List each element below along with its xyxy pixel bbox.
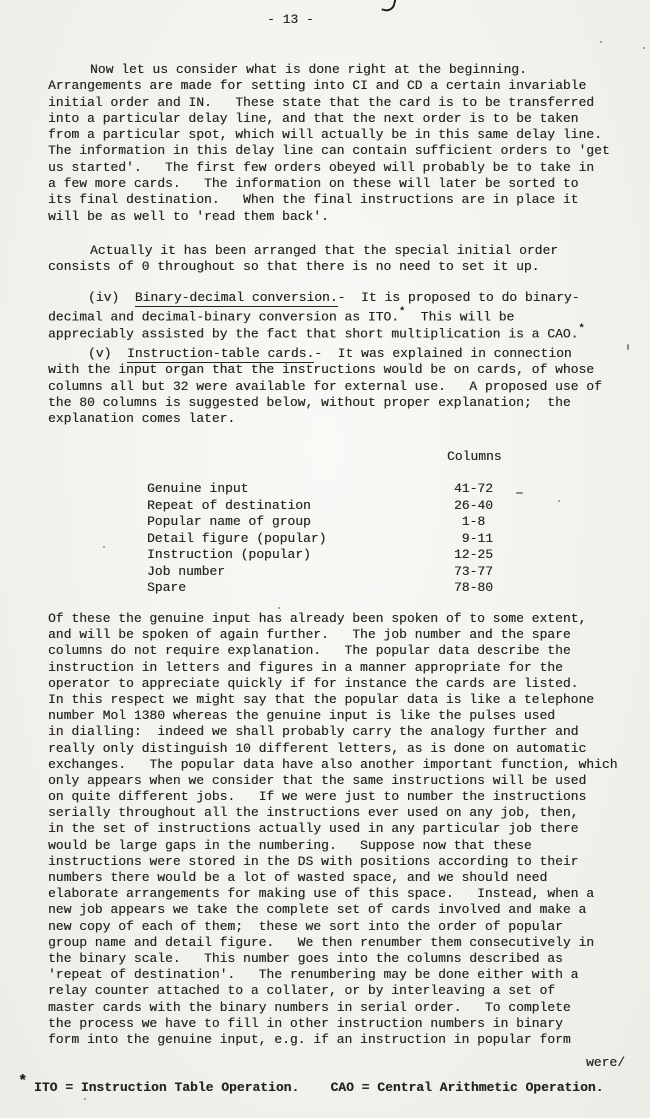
text-line: new copy of each of them; these we sort into the order of popular — [48, 918, 563, 934]
footnote-asterisk-icon: * — [18, 1073, 28, 1090]
section-heading: Instruction-table cards. — [127, 346, 315, 361]
text-line: number Mol 1380 whereas the genuine input is like the pulses used — [48, 708, 556, 724]
text-line: would be large gaps in the numbering. Suppose now that these — [48, 837, 532, 853]
text-line: consists of 0 throughout so that there is no need to set it up. — [48, 259, 540, 275]
text-line: in the set of instructions actually used in any particular job there — [48, 821, 579, 837]
text-line: Of these the genuine input has already been spoken of to some extent, — [48, 611, 587, 626]
text-line: relay counter attached to a collater, or by interleaving a set of — [48, 983, 556, 999]
row-columns: 9-11 — [454, 530, 494, 546]
text-line: columns all but 32 were available for external use. A proposed use of — [48, 378, 602, 394]
text-line: columns do not require explanation. The popular data describe the — [48, 643, 571, 659]
text-line: us started'. The first few orders obeyed will probably be to take in — [48, 159, 595, 175]
card-columns-table — [0, 481, 650, 597]
table-row — [0, 514, 650, 531]
section-marker: (iv) — [88, 290, 135, 305]
text-line: the 80 columns is suggested below, without proper explanation; the — [48, 394, 571, 410]
paragraph-intro — [48, 62, 610, 225]
text-line: new job appears we take the complete set of cards involved and make a — [48, 902, 587, 918]
footnote — [18, 1073, 604, 1096]
text-line: from a particular spot, which will actually be in this same delay line. — [48, 127, 602, 143]
table-header-columns: Columns — [447, 449, 502, 464]
section-heading: Binary-decimal conversion. — [134, 290, 338, 305]
text-line: serially throughout all the instructions ever used on any job, then, — [48, 805, 579, 821]
row-columns: 12-25 — [454, 547, 494, 562]
text-line — [48, 290, 585, 306]
text-line: instructions were stored in the DS with positions according to their — [48, 853, 579, 869]
text-run: - It is proposed to do binary- — [337, 290, 580, 305]
row-columns: 78-80 — [454, 580, 494, 595]
row-label: Detail figure (popular) — [147, 530, 327, 546]
text-run: - It was explained in connection — [314, 346, 572, 361]
row-columns: 41-72 — [454, 481, 494, 496]
row-label: Genuine input — [147, 481, 249, 496]
table-row — [0, 580, 650, 597]
text-line: form into the genuine input, e.g. if an instruction in popular form — [48, 1031, 571, 1047]
table-row — [0, 481, 650, 498]
footnote-asterisk-icon: * — [578, 323, 585, 335]
text-line: with the input organ that the instructions would be on cards, of whose — [48, 362, 595, 378]
text-line: operator to appreciate quickly if for instance the cards are listed. — [48, 675, 579, 691]
text-line: a few more cards. The information on these will later be sorted to — [48, 176, 579, 192]
text-line: Actually it has been arranged that the special initial order — [90, 243, 559, 258]
footnote-asterisk-icon: * — [399, 307, 406, 319]
text-line: will be as well to 'read them back'. — [48, 208, 329, 224]
paragraph-discussion — [48, 611, 618, 1048]
text-line: instruction in letters and figures in a manner appropriate for the — [48, 659, 563, 675]
text-line — [48, 323, 585, 339]
table-row — [0, 547, 650, 564]
scan-speck — [84, 1098, 86, 1100]
scan-speck — [627, 344, 629, 350]
text-line: exchanges. The popular data have also another important function, which — [48, 756, 618, 772]
text-line: on quite different jobs. If we were just to number the instructions — [48, 789, 587, 805]
text-line: into a particular delay line, and that the next order is to be taken — [48, 110, 579, 126]
text-line: the binary scale. This number goes into the columns described as — [48, 950, 563, 966]
text-line: its final destination. When the final instructions are in place it — [48, 192, 579, 208]
text-line: master cards with the binary numbers in serial order. To complete — [48, 999, 571, 1015]
text-run: This will be — [405, 309, 515, 325]
row-label: Instruction (popular) — [147, 547, 311, 562]
text-line: In this respect we might say that the popular data is like a telephone — [48, 691, 595, 707]
paragraph-initial-order — [48, 243, 558, 276]
row-label: Spare — [147, 580, 187, 595]
section-marker: (v) — [88, 346, 128, 361]
row-label: Popular name of group — [147, 514, 311, 529]
table-row — [0, 498, 650, 515]
stray-ink-mark — [381, 0, 396, 13]
text-run: decimal and decimal-binary conversion as ITO. — [48, 309, 400, 325]
table-row — [0, 564, 650, 581]
section-v-body — [48, 362, 602, 427]
paragraph-section-iv — [48, 290, 585, 339]
catchword: were/ — [586, 1055, 626, 1070]
scan-speck — [643, 47, 645, 49]
text-line: 'repeat of destination'. The renumbering may be done either with a — [48, 967, 579, 983]
text-line: Arrangements are made for setting into CI and CD a certain invariable — [48, 78, 587, 94]
footnote-text: ITO = Instruction Table Operation. CAO = Central Arithmetic Operation. — [34, 1080, 604, 1095]
paragraph-section-v — [48, 346, 602, 427]
scan-speck — [278, 607, 280, 609]
text-run: appreciably assisted by the fact that short multiplication is a CAO. — [48, 325, 579, 341]
text-line: in dialling: indeed we shall probably carry the analogy further and — [48, 724, 579, 740]
text-line: group name and detail figure. We then renumber them consecutively in — [48, 934, 595, 950]
page-number: - 13 - — [267, 12, 314, 27]
text-line: Now let us consider what is done right at the beginning. — [90, 62, 527, 77]
text-line: explanation comes later. — [48, 411, 236, 427]
text-line: initial order and IN. These state that the card is to be transferred — [48, 94, 595, 110]
scan-speck — [600, 41, 602, 43]
row-columns: 26-40 — [454, 497, 494, 513]
table-row — [0, 531, 650, 548]
row-label: Repeat of destination — [147, 497, 311, 513]
text-line — [48, 346, 602, 362]
row-label: Job number — [147, 563, 226, 579]
text-line: really only distinguish 10 different letters, as is done on automatic — [48, 740, 587, 756]
text-line: elaborate arrangements for making use of this space. Instead, when a — [48, 886, 595, 902]
text-line: the process we have to fill in other instruction numbers in binary — [48, 1015, 563, 1031]
text-line: only appears when we consider that the same instructions will be used — [48, 772, 587, 788]
row-columns: 73-77 — [454, 563, 494, 579]
text-line: The information in this delay line can contain sufficient orders to 'get — [48, 143, 610, 159]
text-line: and will be spoken of again further. The job number and the spare — [48, 627, 571, 643]
row-columns: 1-8 — [454, 514, 486, 529]
text-line: numbers there would be a lot of wasted space, and we should need — [48, 870, 548, 885]
text-line — [48, 306, 585, 325]
